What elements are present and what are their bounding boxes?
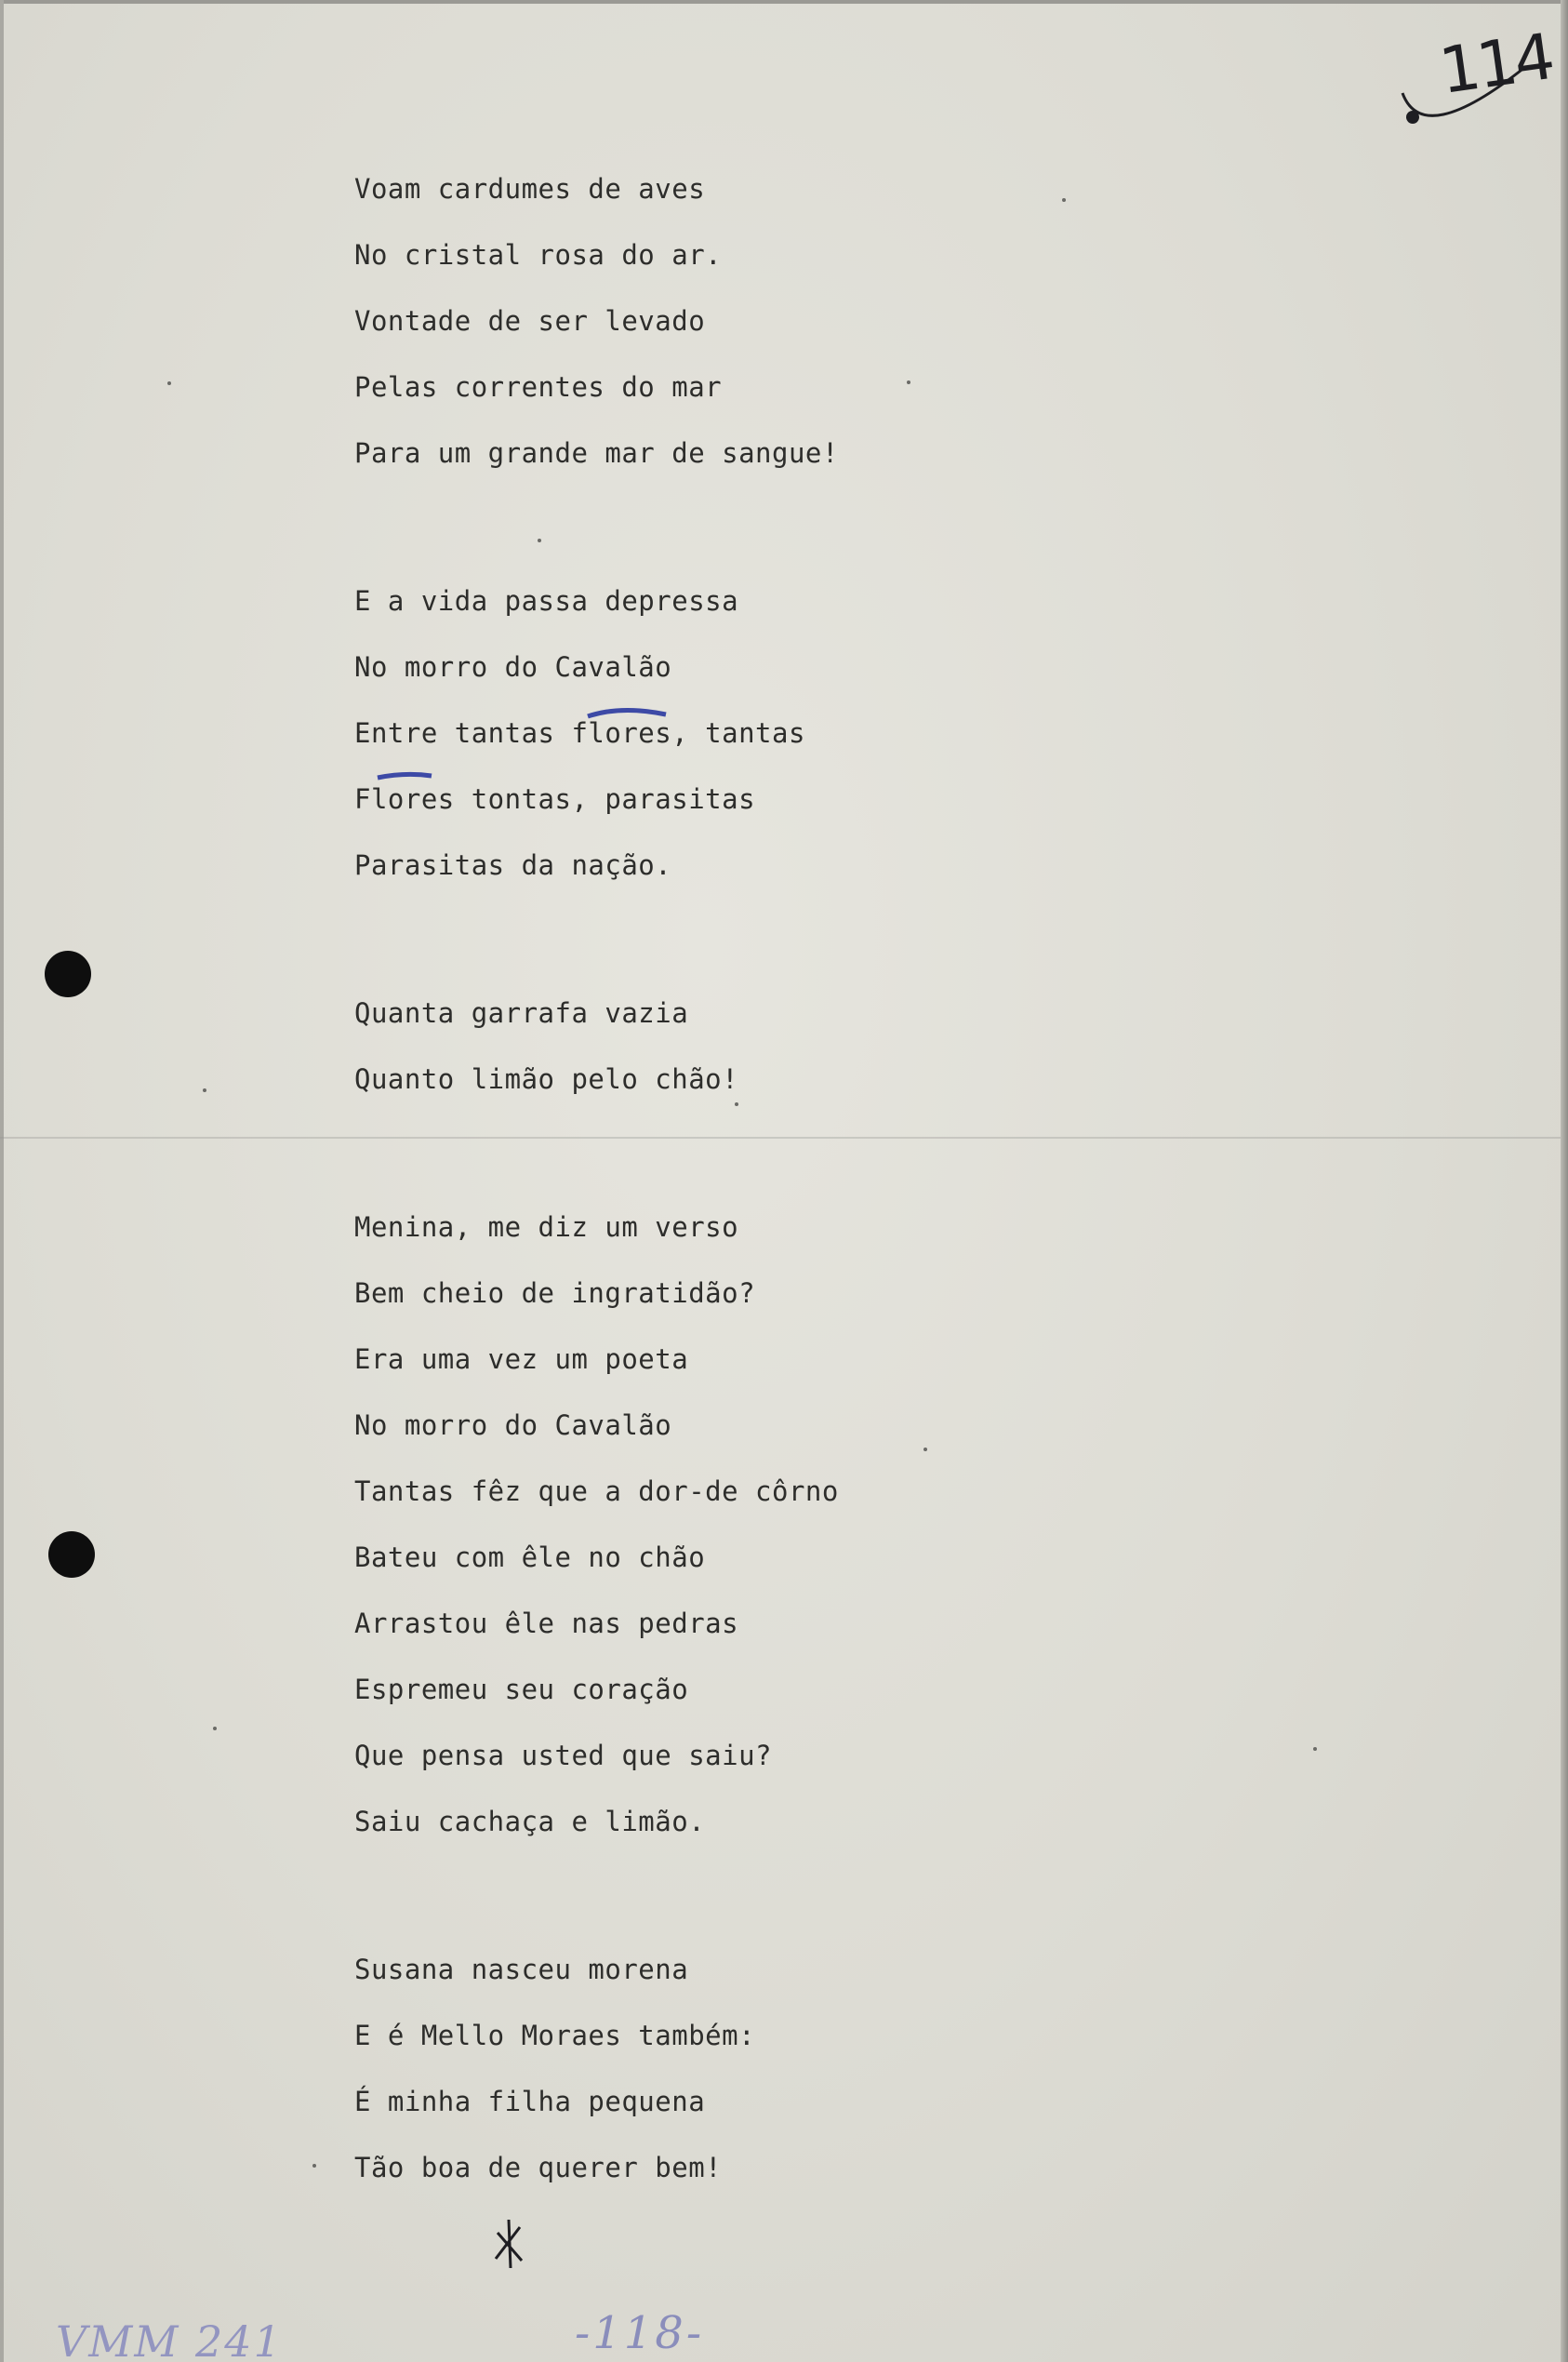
- poem-line: Vontade de ser levado: [354, 305, 706, 337]
- poem-line: É minha filha pequena: [354, 2086, 706, 2117]
- poem-line: E é Mello Moraes também:: [354, 2020, 756, 2051]
- poem-line: Parasitas da nação.: [354, 849, 672, 881]
- poem-line: Quanta garrafa vazia: [354, 997, 689, 1029]
- stanza: [354, 580, 1284, 911]
- archive-reference: VMM 241: [56, 2316, 283, 2362]
- page-right-edge: [1561, 0, 1568, 2362]
- stanza: [354, 168, 1284, 499]
- stamped-page-number: -118-: [575, 2307, 705, 2359]
- poem-line: Flores tontas, parasitas: [354, 783, 756, 815]
- poem-line: Bateu com êle no chão: [354, 1541, 706, 1573]
- circumflex-correction-mark: [584, 703, 670, 724]
- stanza: [354, 1949, 1284, 2213]
- paper-speck: [203, 1088, 206, 1092]
- paper-speck: [1313, 1747, 1317, 1751]
- poem-line: E a vida passa depressa: [354, 585, 739, 617]
- poem-line: Quanto limão pelo chão!: [354, 1063, 739, 1095]
- poem-line: Para um grande mar de sangue!: [354, 437, 839, 469]
- poem-line: No morro do Cavalão: [354, 1409, 672, 1441]
- poem-line: Espremeu seu coração: [354, 1674, 689, 1705]
- poem-line: Entre tantas flores, tantas: [354, 717, 805, 749]
- poem-line: Que pensa usted que saiu?: [354, 1740, 772, 1771]
- poem-line: Arrastou êle nas pedras: [354, 1608, 739, 1639]
- handwritten-page-number: 114: [1435, 20, 1557, 110]
- poem-line: No morro do Cavalão: [354, 651, 672, 683]
- poem-body: [354, 168, 1284, 2295]
- poem-line: Menina, me diz um verso: [354, 1211, 739, 1243]
- poem-line: Susana nasceu morena: [354, 1954, 689, 1985]
- poem-line: Era uma vez um poeta: [354, 1343, 689, 1375]
- poem-line: No cristal rosa do ar.: [354, 239, 723, 271]
- stanza: [354, 993, 1284, 1125]
- page-left-edge: [0, 0, 4, 2362]
- poem-line: Pelas correntes do mar: [354, 371, 723, 403]
- poem-line: Tantas fêz que a dor-de côrno: [354, 1475, 839, 1507]
- circumflex-correction-mark: [374, 768, 435, 787]
- poem-line: Tão boa de querer bem!: [354, 2152, 723, 2183]
- poem-line: Bem cheio de ingratidão?: [354, 1277, 756, 1309]
- page-top-edge: [0, 0, 1568, 4]
- page-number-swoosh: [1395, 56, 1535, 149]
- poem-line: Voam cardumes de aves: [354, 173, 706, 205]
- punch-hole-bottom: [48, 1531, 95, 1578]
- stanza: [354, 1207, 1284, 1867]
- paper-speck: [312, 2164, 316, 2168]
- initials-mark: [490, 2216, 527, 2274]
- paper-speck: [167, 381, 171, 385]
- paper-speck: [213, 1727, 217, 1730]
- punch-hole-top: [45, 951, 91, 997]
- poem-line: Saiu cachaça e limão.: [354, 1806, 706, 1837]
